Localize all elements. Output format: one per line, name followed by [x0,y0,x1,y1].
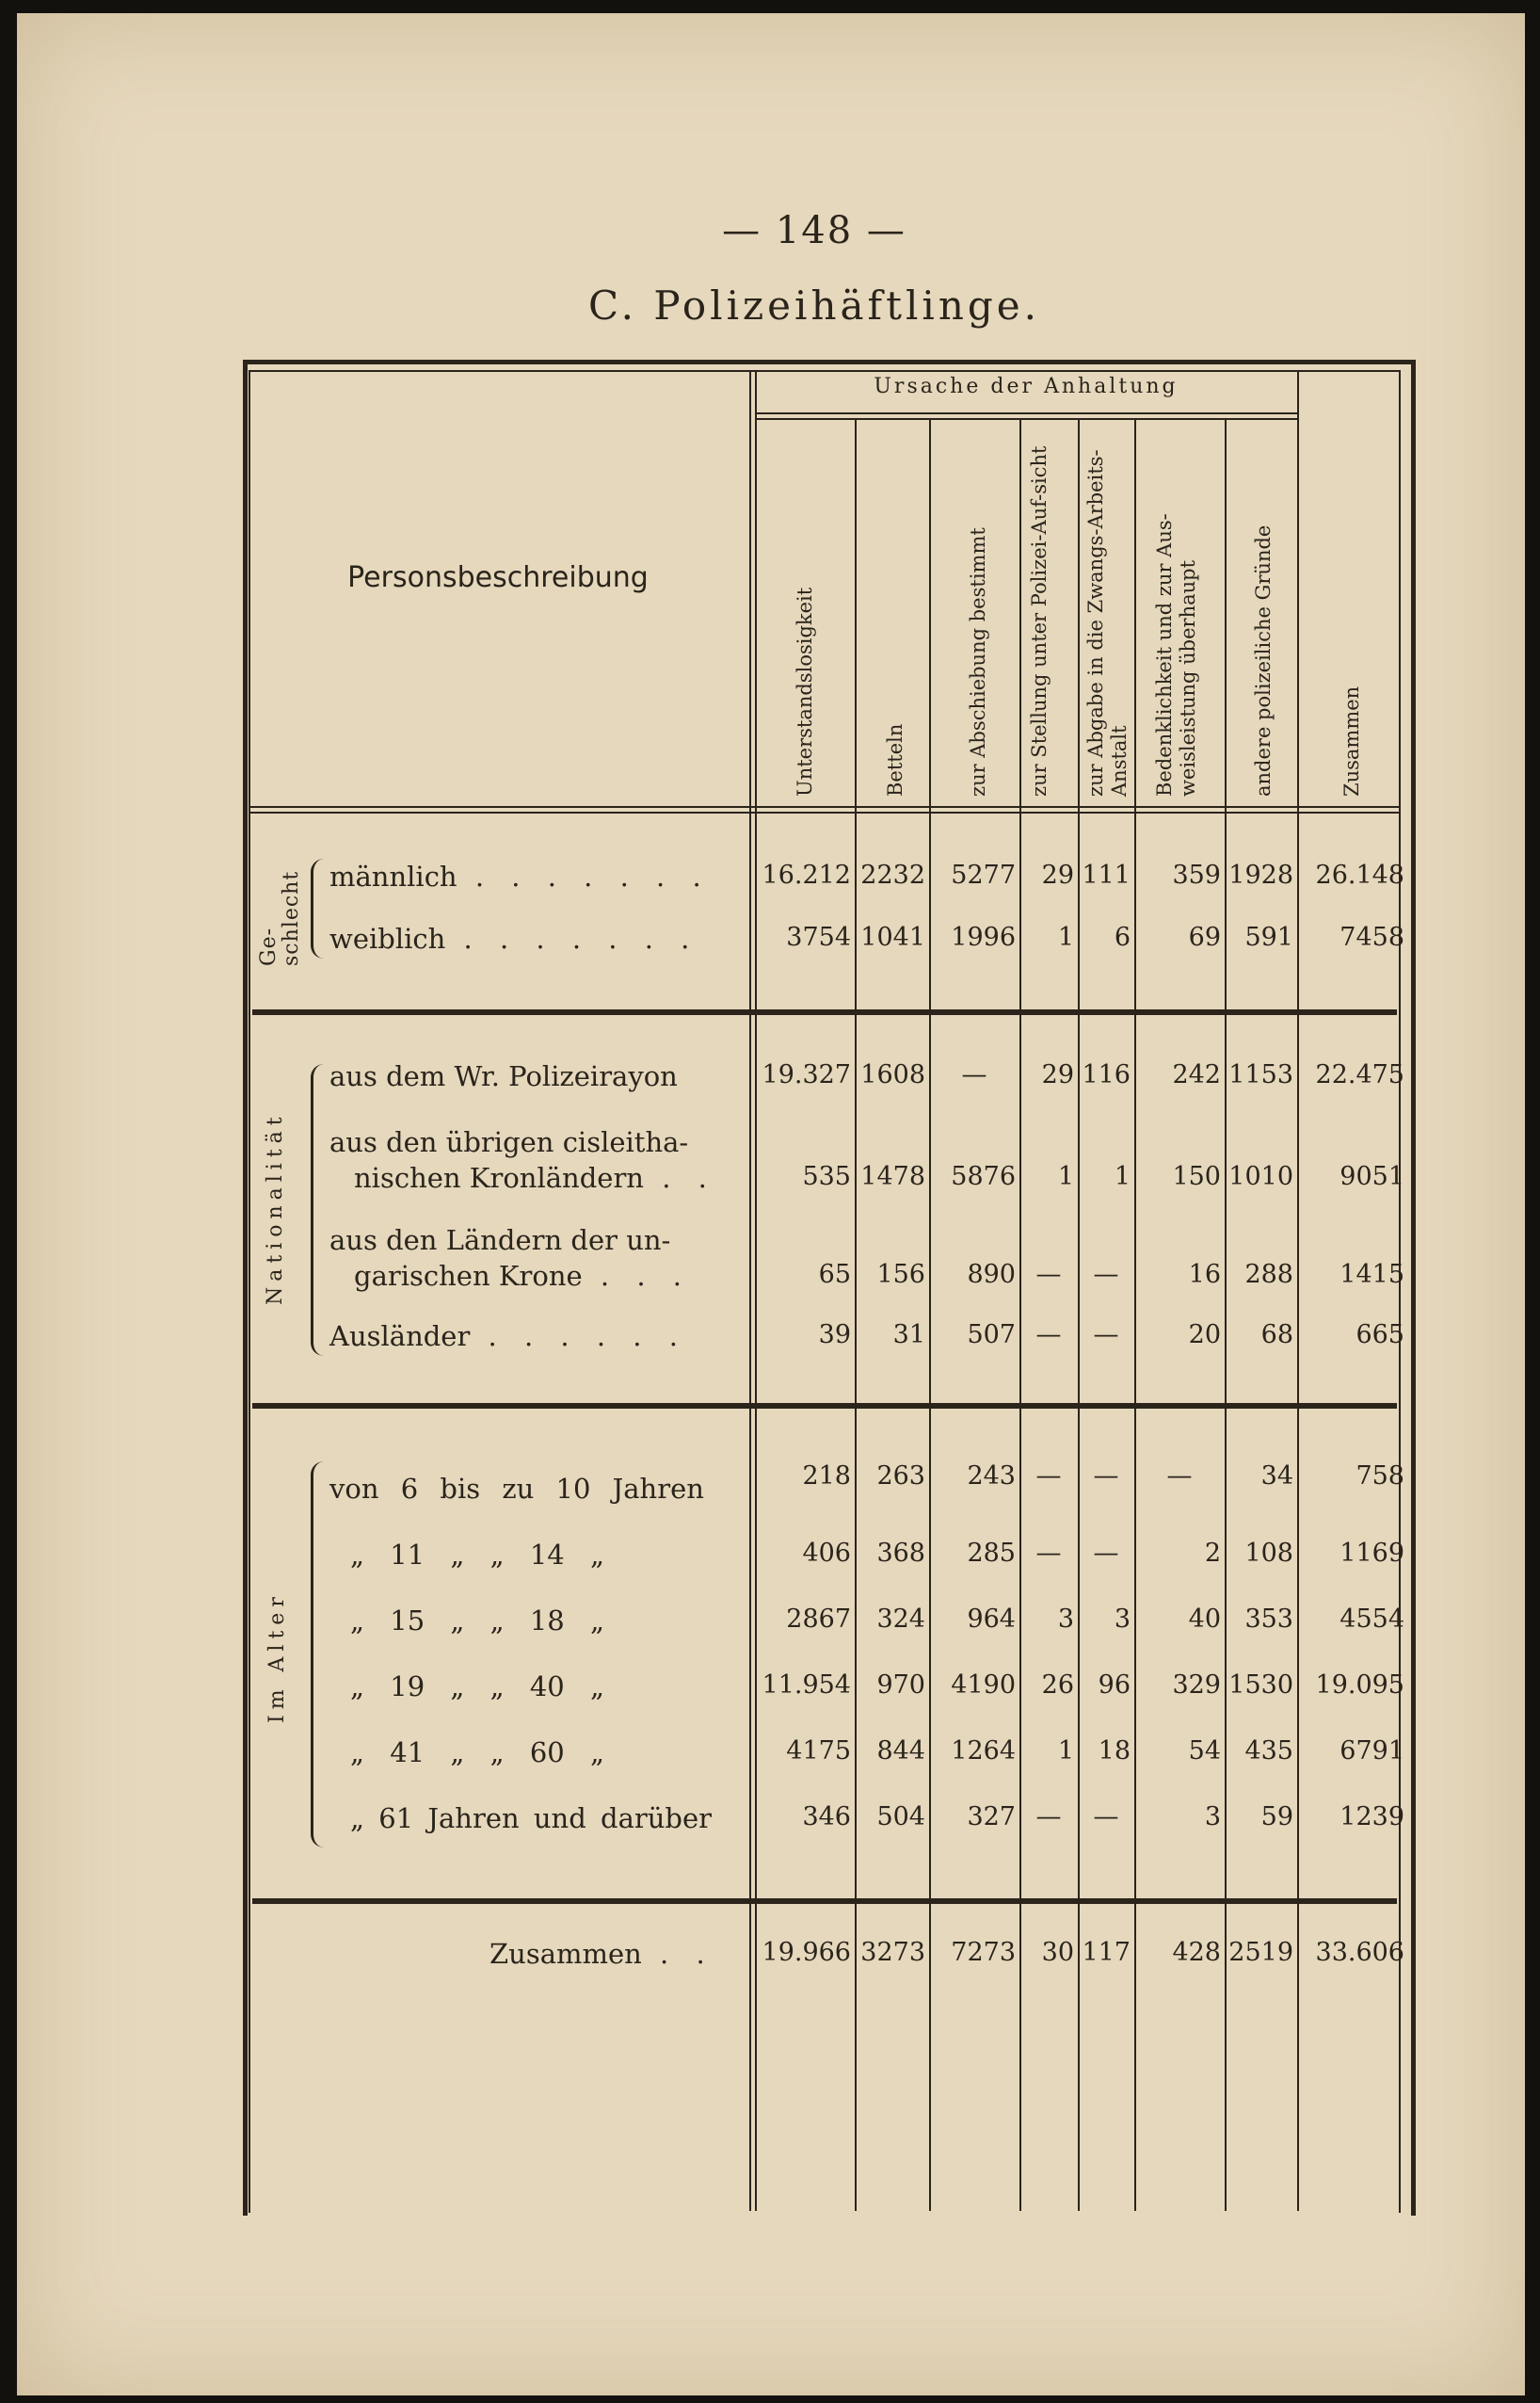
table-cell: 1415 [1339,1260,1404,1289]
col-header-betteln: Betteln [884,723,906,797]
row-label-auslaender: Ausländer . . . . . . [329,1320,687,1352]
table-cell: — [1093,1260,1119,1289]
col-line [755,372,757,2211]
table-cell: 111 [1082,861,1131,890]
table-cell: 329 [1172,1670,1221,1700]
col-line [855,419,857,2211]
brace-alter [311,1461,325,1847]
table-cell: 26 [1041,1670,1074,1700]
col-line [1297,372,1299,2211]
table-cell: 263 [876,1461,925,1491]
table-cell: 9051 [1339,1162,1404,1191]
table-cell: 406 [802,1539,851,1568]
table-cell: 1239 [1339,1802,1404,1831]
table-cell: — [1035,1461,1062,1491]
section-rule [252,1403,1397,1409]
page-title: C. Polizeihäftlinge. [588,282,1040,329]
table-cell: 353 [1244,1605,1293,1634]
table-cell: 39 [818,1320,851,1349]
col-line [1134,419,1136,2211]
table-cell: 4190 [951,1670,1016,1700]
table-cell: 5876 [951,1162,1016,1191]
table-cell: 1530 [1228,1670,1293,1700]
table-cell: 40 [1188,1605,1221,1634]
row-label-cisleithanisch-2: nischen Kronländern . . [354,1162,716,1194]
table-cell: 327 [967,1802,1016,1831]
person-header: Personsbeschreibung [347,561,649,594]
table-cell: 1928 [1228,861,1293,890]
table-cell: 890 [967,1260,1016,1289]
table-cell: 30 [1041,1938,1074,1967]
table-cell: 96 [1098,1670,1131,1700]
col-header-bedenklichkeit: Bedenklichkeit und zur Aus-weisleistung überhaupt [1153,513,1199,797]
row-label-ungarisch-2: garischen Krone . . . [354,1260,691,1292]
group-header: Ursache der Anhaltung [874,375,1179,398]
table-cell: 368 [876,1539,925,1568]
table-cell: 1 [1057,1162,1074,1191]
brace-nationalitaet [311,1064,325,1356]
table-cell: 1 [1114,1162,1131,1191]
row-label-ungarisch: aus den Ländern der un- [329,1224,671,1256]
section-rule [252,1898,1397,1904]
table-cell: 1264 [951,1736,1016,1766]
table-cell: 116 [1082,1060,1131,1089]
table-cell: 242 [1172,1060,1221,1089]
row-label-alter-4: „ 19 „ „ 40 „ [350,1670,604,1702]
table-cell: 26.148 [1315,861,1404,890]
table-cell: 3754 [786,923,851,952]
table-cell: 34 [1260,1461,1293,1491]
row-label-cisleithanisch: aus den übrigen cisleitha- [329,1126,689,1158]
table-cell: 346 [802,1802,851,1831]
table-cell: 22.475 [1315,1060,1404,1089]
table-cell: 33.606 [1315,1938,1404,1967]
table-cell: — [1093,1320,1119,1349]
table-cell: 844 [876,1736,925,1766]
header-rule [249,806,1399,808]
header-rule [249,812,1399,814]
col-header-abschiebung: zur Abschiebung bestimmt [967,527,989,797]
table-cell: 1169 [1339,1539,1404,1568]
table-cell: 59 [1260,1802,1293,1831]
table-cell: 108 [1244,1539,1293,1568]
table-cell: — [1035,1260,1062,1289]
table-cell: — [1093,1461,1119,1491]
table-cell: 1153 [1228,1060,1293,1089]
table-cell: 758 [1356,1461,1404,1491]
table-cell: 18 [1098,1736,1131,1766]
table-cell: 68 [1260,1320,1293,1349]
row-label-maennlich: männlich . . . . . . . [329,861,711,893]
table-cell: 20 [1188,1320,1221,1349]
col-header-zusammen: Zusammen [1340,685,1363,797]
row-label-alter-1: von 6 bis zu 10 Jahren [329,1473,704,1505]
table-cell: 54 [1188,1736,1221,1766]
table-cell: 3 [1204,1802,1221,1831]
table-cell: 29 [1041,1060,1074,1089]
table-cell: 1608 [860,1060,925,1089]
table-cell: 19.095 [1315,1670,1404,1700]
table-cell: 65 [818,1260,851,1289]
table-cell: 16.212 [762,861,851,890]
table-cell: 117 [1082,1938,1131,1967]
col-header-zwangsarbeit: zur Abgabe in die Zwangs-Arbeits-Anstalt [1084,449,1131,797]
table-cell: 11.954 [762,1670,851,1700]
table-cell: 535 [802,1162,851,1191]
table-cell: 504 [876,1802,925,1831]
table-cell: 16 [1188,1260,1221,1289]
table-cell: 428 [1172,1938,1221,1967]
table-cell: 2 [1204,1539,1221,1568]
col-line [749,372,751,2211]
table-cell: 29 [1041,861,1074,890]
table-cell: 5277 [951,861,1016,890]
table-cell: 970 [876,1670,925,1700]
table-cell: 1478 [860,1162,925,1191]
table-cell: 31 [892,1320,925,1349]
row-label-alter-6: „ 61 Jahren und darüber [350,1802,712,1834]
table-cell: 1010 [1228,1162,1293,1191]
brace-geschlecht [311,859,325,959]
table-cell: — [1166,1461,1193,1491]
table-cell: 288 [1244,1260,1293,1289]
table-cell: 435 [1244,1736,1293,1766]
table-cell: 6791 [1339,1736,1404,1766]
table-cell: — [1093,1802,1119,1831]
table-cell: 218 [802,1461,851,1491]
table-cell: 3 [1057,1605,1074,1634]
group-label-alter: Im Alter [265,1591,289,1723]
group-label-geschlecht: Ge-schlecht [257,870,303,966]
col-header-polizeiaufsicht: zur Stellung unter Polizei-Auf-sicht [1028,445,1051,797]
table-cell: 19.327 [762,1060,851,1089]
table-cell: 1 [1057,1736,1074,1766]
table-cell: 243 [967,1461,1016,1491]
table-cell: — [961,1060,987,1089]
table-cell: 3 [1114,1605,1131,1634]
table-cell: 1 [1057,923,1074,952]
row-label-polizeirayon: aus dem Wr. Polizeirayon [329,1060,678,1092]
col-line [929,419,931,2211]
table-cell: 507 [967,1320,1016,1349]
table-cell: 2232 [860,861,925,890]
group-label-nationalitaet: Nationalität [264,1111,287,1305]
col-header-unterstand: Unterstandslosigkeit [794,587,816,797]
col-line [1078,419,1080,2211]
table-cell: — [1035,1802,1062,1831]
col-line [1019,419,1021,2211]
row-label-alter-2: „ 11 „ „ 14 „ [350,1539,604,1571]
table-cell: 359 [1172,861,1221,890]
table-cell: 964 [967,1605,1016,1634]
table-cell: 1996 [951,923,1016,952]
table-cell: 7458 [1339,923,1404,952]
table-cell: 324 [876,1605,925,1634]
table-cell: 19.966 [762,1938,851,1967]
page-number: — 148 — [722,209,906,252]
table-cell: 150 [1172,1162,1221,1191]
header-rule [755,412,1297,414]
table-cell: 6 [1114,923,1131,952]
table-cell: 1041 [860,923,925,952]
table-cell: — [1035,1539,1062,1568]
table-cell: 4554 [1339,1605,1404,1634]
total-label: Zusammen . . [489,1938,714,1970]
header-rule [755,418,1297,420]
table-cell: 69 [1188,923,1221,952]
row-label-alter-3: „ 15 „ „ 18 „ [350,1605,604,1637]
table-cell: 665 [1356,1320,1404,1349]
table-cell: — [1093,1539,1119,1568]
row-label-weiblich: weiblich . . . . . . . [329,923,699,955]
col-line [1225,419,1227,2211]
col-header-andere: andere polizeiliche Gründe [1252,524,1275,797]
table-cell: 156 [876,1260,925,1289]
table-cell: — [1035,1320,1062,1349]
table-cell: 2867 [786,1605,851,1634]
table-cell: 2519 [1228,1938,1293,1967]
table-cell: 4175 [786,1736,851,1766]
table-cell: 591 [1244,923,1293,952]
table-cell: 285 [967,1539,1016,1568]
table-cell: 3273 [860,1938,925,1967]
table-cell: 7273 [951,1938,1016,1967]
section-rule [252,1009,1397,1015]
row-label-alter-5: „ 41 „ „ 60 „ [350,1736,604,1768]
